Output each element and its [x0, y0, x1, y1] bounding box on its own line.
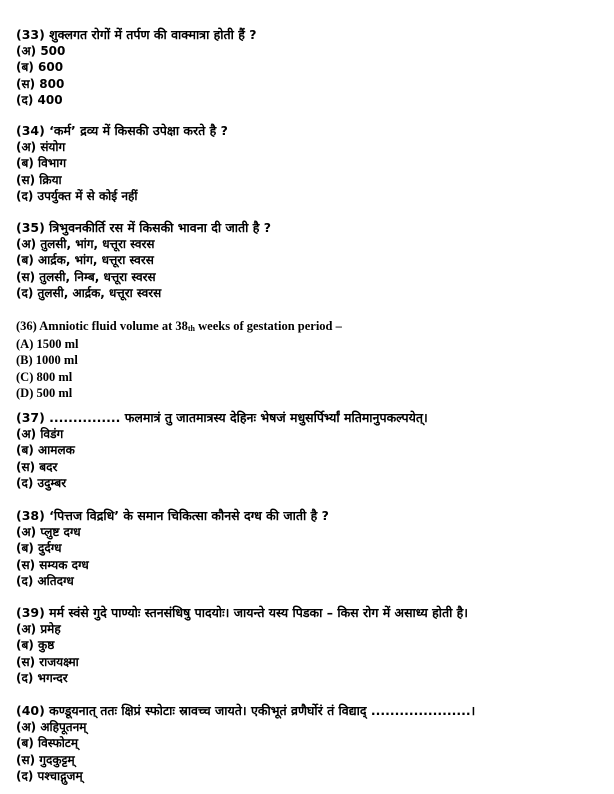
question-text: (35) त्रिभुवनकीर्ति रस में किसकी भावना दी जाती है ? — [16, 220, 271, 235]
option-b: (B) 1000 ml — [16, 353, 78, 368]
question-text: (40) कण्डूयनात् ततः क्षिप्रं स्फोटाः स्रावच्च जायते। एकीभूतं व्रणैर्घोरं तं विद्याद् .....................। — [16, 703, 476, 718]
option-d: (द) अतिदग्ध — [16, 573, 74, 588]
option-b: (ब) विभाग — [16, 156, 67, 171]
option-c: (स) सम्यक दग्ध — [16, 557, 89, 572]
question-39 — [16, 605, 606, 686]
option-c: (स) बदर — [16, 459, 58, 474]
option-c: (स) गुदकुट्टम् — [16, 752, 75, 767]
question-text: (39) मर्म स्वंसे गुदे पाण्योः स्तनसंधिषु पादयोः। जायन्ते यस्य पिडका – किस रोग में असाध्य होती है। — [16, 605, 469, 620]
option-d: (द) पश्चाद्गुजम् — [16, 768, 83, 783]
option-b: (ब) आमलक — [16, 443, 75, 458]
question-33 — [16, 27, 606, 108]
option-d: (द) भगन्दर — [16, 670, 68, 685]
option-a: (अ) विडंग — [16, 427, 64, 441]
option-a: (अ) संयोग — [16, 140, 66, 154]
question-text: (33) शुक्लगत रोगों में तर्पण की वाक्मात्रा होती हैं ? — [16, 27, 257, 42]
option-a: (अ) अहिपूतनम् — [16, 720, 87, 734]
option-c: (स) 800 — [16, 76, 65, 91]
option-b: (ब) 600 — [16, 60, 64, 75]
question-34 — [16, 123, 606, 204]
option-a: (अ) 500 — [16, 44, 66, 58]
option-c: (C) 800 ml — [16, 369, 73, 384]
question-text-suffix: th — [187, 324, 195, 333]
option-d: (द) उपर्युक्त में से कोई नहीं — [16, 188, 138, 203]
question-35 — [16, 220, 606, 301]
option-b: (ब) कुष्ठ — [16, 638, 55, 653]
option-b: (ब) आर्द्रक, भांग, धत्तूरा स्वरस — [16, 253, 154, 268]
question-text — [16, 318, 606, 336]
question-text-main: (36) Amniotic fluid volume at 38 — [16, 319, 188, 333]
option-a: (A) 1500 ml — [16, 337, 79, 351]
question-36 — [16, 318, 606, 401]
option-d: (द) 400 — [16, 92, 63, 107]
option-a: (अ) प्रमेह — [16, 622, 61, 636]
option-d: (D) 500 ml — [16, 385, 73, 400]
option-c: (स) राजयक्ष्मा — [16, 654, 79, 669]
option-c: (स) तुलसी, निम्ब, धत्तूरा स्वरस — [16, 269, 156, 284]
option-a: (अ) प्लुष्ट दग्ध — [16, 525, 81, 539]
option-d: (द) उदुम्बर — [16, 475, 67, 490]
option-c: (स) क्रिया — [16, 172, 62, 187]
question-text: (38) ‘पित्तज विद्रधि’ के समान चिकित्सा कौनसे दग्ध की जाती है ? — [16, 508, 329, 523]
question-text: (37) ............... फलमात्रं तु जातमात्रस्य देहिनः भेषजं मधुसर्पिर्भ्यां मतिमानुपकल्पयेत्। — [16, 410, 428, 425]
question-37 — [16, 410, 606, 491]
question-38 — [16, 508, 606, 589]
question-text-tail: weeks of gestation period – — [195, 319, 342, 333]
option-b: (ब) दुर्दग्ध — [16, 541, 62, 556]
option-b: (ब) विस्फोटम् — [16, 736, 79, 751]
option-d: (द) तुलसी, आर्द्रक, धत्तूरा स्वरस — [16, 285, 162, 300]
question-text: (34) ‘कर्म’ द्रव्य में किसकी उपेक्षा करते है ? — [16, 123, 228, 138]
option-a: (अ) तुलसी, भांग, धत्तूरा स्वरस — [16, 237, 155, 251]
question-40 — [16, 703, 606, 784]
